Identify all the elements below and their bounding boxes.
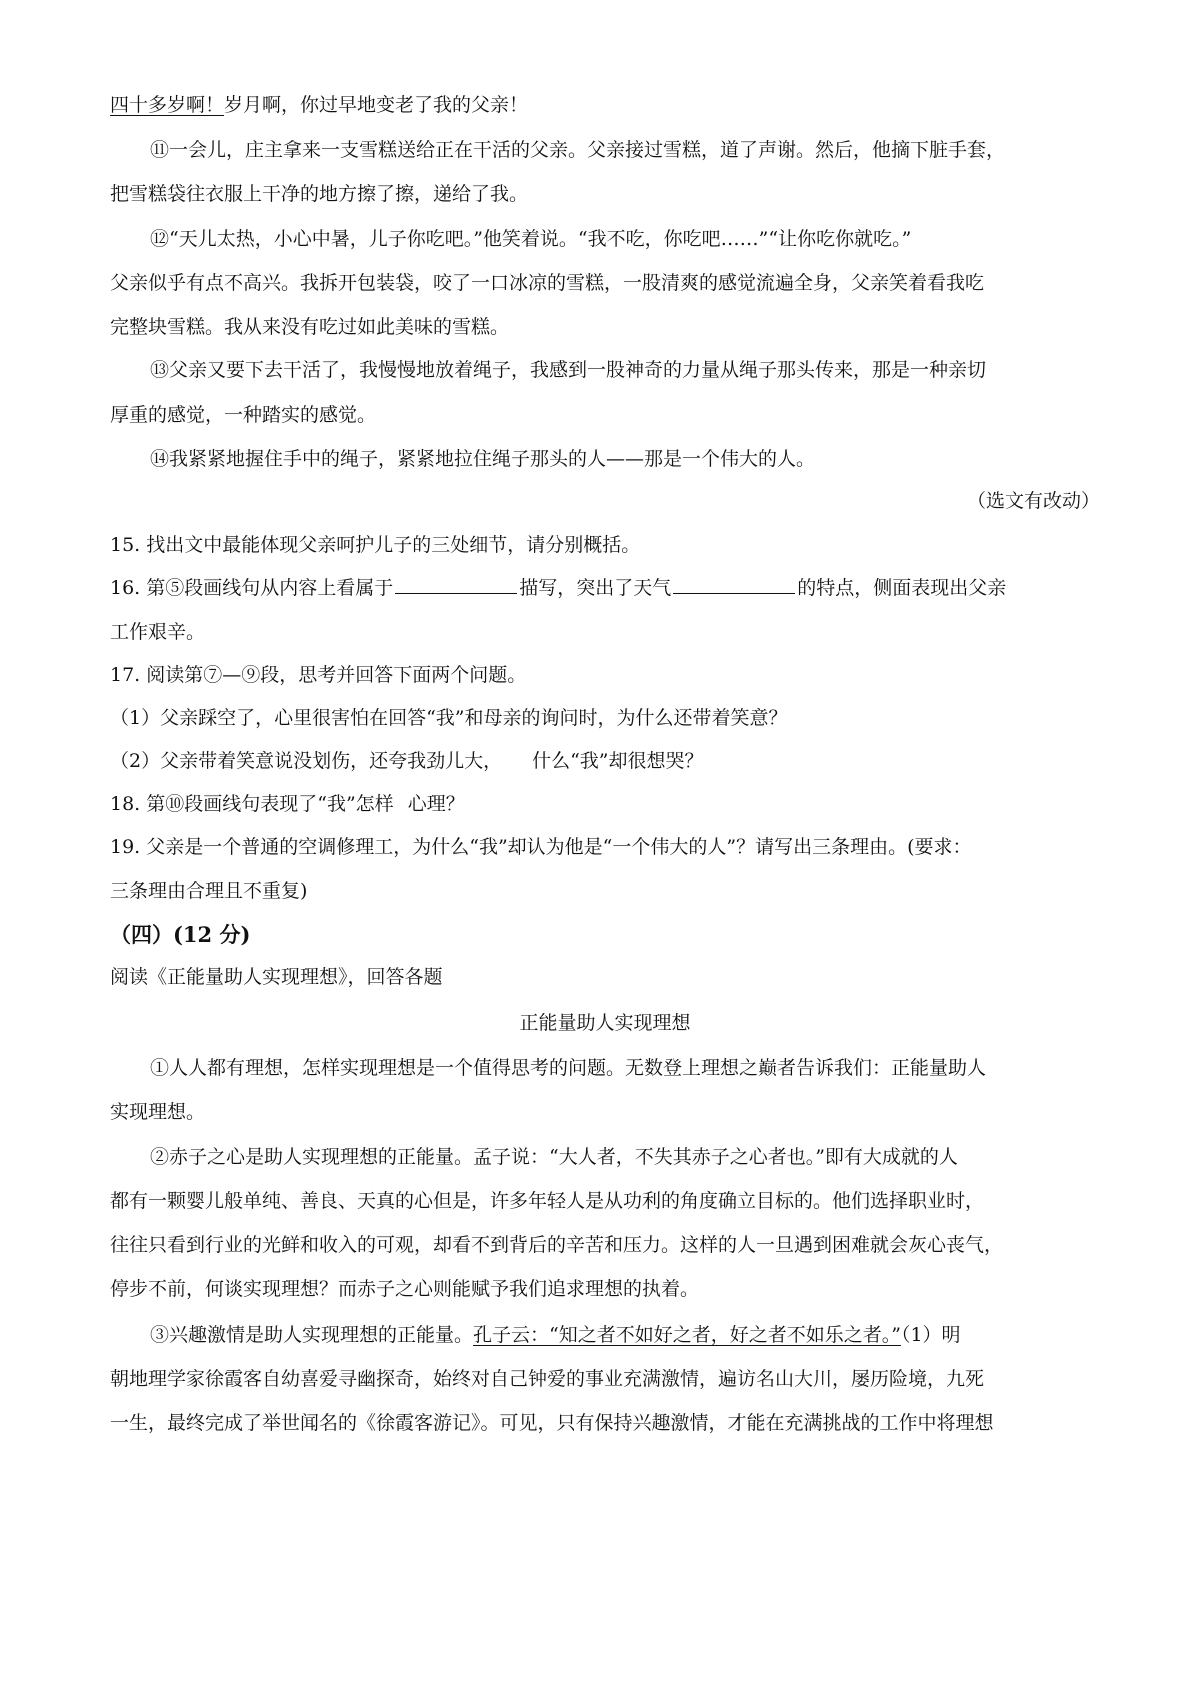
underlined-sentence: 四十多岁啊！	[110, 94, 225, 116]
question-17-part-2-b: 什么“我”却很想哭？	[532, 750, 704, 772]
question-18-b: 心理？	[407, 793, 465, 815]
question-18	[110, 789, 465, 819]
article-p2-line-3: 往往只看到行业的光鲜和收入的可观，却看不到背后的辛苦和压力。这样的人一旦遇到困难就会灰心丧气，	[110, 1234, 1004, 1256]
paragraph-11-line-1: ⑪一会儿，庄主拿来一支雪糕送给正在干活的父亲。父亲接过雪糕，道了声谢。然后，他摘下脏手套，	[150, 139, 1006, 161]
answer-blank	[673, 575, 795, 594]
paragraph-13-line-2: 厚重的感觉，一种踏实的感觉。	[110, 404, 377, 426]
question-17-part-2	[110, 746, 704, 776]
question-16-text-b: 描写，突出了天气	[519, 577, 672, 599]
article-p1-line-1: ①人人都有理想，怎样实现理想是一个值得思考的问题。无数登上理想之巅者告诉我们：正能量助人	[150, 1057, 987, 1079]
question-19-line-1: 19. 父亲是一个普通的空调修理工，为什么“我”却认为他是“一个伟大的人”？请写出三条理由。(要求：	[110, 836, 972, 858]
question-18-a: 18. 第⑩段画线句表现了“我”怎样	[110, 793, 394, 815]
article-p3-marker: （1）明	[900, 1324, 961, 1346]
question-17-part-2-a: （2）父亲带着笑意说没划伤，还夸我劲儿大，	[110, 750, 503, 772]
question-16-text-a: 16. 第⑤段画线句从内容上看属于	[110, 577, 394, 599]
article-p3-line-2: 朝地理学家徐霞客自幼喜爱寻幽探奇，始终对自己钟爱的事业充满激情，遍访名山大川，屡历险境，九死	[110, 1368, 985, 1390]
article-p1-line-2: 实现理想。	[110, 1101, 206, 1123]
underlined-quote: 孔子云：“知之者不如好之者，好之者不如乐之者。”	[473, 1324, 901, 1346]
question-16-text-c: 的特点，侧面表现出父亲	[797, 577, 1007, 599]
paragraph-12-line-3: 完整块雪糕。我从来没有吃过如此美味的雪糕。	[110, 316, 510, 338]
question-15: 15. 找出文中最能体现父亲呵护儿子的三处细节，请分别概括。	[110, 534, 641, 556]
question-17-part-1: （1）父亲踩空了，心里很害怕在回答“我”和母亲的询问时，为什么还带着笑意？	[110, 707, 788, 729]
question-16-line-2: 工作艰辛。	[110, 621, 206, 643]
article-p3-line-1	[150, 1320, 961, 1350]
answer-blank	[395, 575, 517, 594]
question-17: 17. 阅读第⑦—⑨段，思考并回答下面两个问题。	[110, 664, 527, 686]
article-p2-line-4: 停步不前，何谈实现理想？而赤子之心则能赋予我们追求理想的执着。	[110, 1278, 700, 1300]
article-p2-line-1: ②赤子之心是助人实现理想的正能量。孟子说：“大人者，不失其赤子之心者也。”即有大成就的人	[150, 1146, 958, 1168]
paragraph-13-line-1: ⑬父亲又要下去干活了，我慢慢地放着绳子，我感到一股神奇的力量从绳子那头传来，那是一种亲切	[150, 359, 987, 381]
paragraph-12-line-1: ⑫“天儿太热，小心中暑，儿子你吃吧。”他笑着说。“我不吃，你吃吧……”“让你吃你就吃。”	[150, 228, 912, 250]
question-16-line-1	[110, 573, 1006, 603]
article-p2-line-2: 都有一颗婴儿般单纯、善良、天真的心但是，许多年轻人是从功利的角度确立目标的。他们选择职业时，	[110, 1190, 985, 1212]
story-text: 岁月啊，你过早地变老了我的父亲！	[224, 94, 529, 116]
article-p3-line-3: 一生，最终完成了举世闻名的《徐霞客游记》。可见，只有保持兴趣激情，才能在充满挑战的工作中将理想	[110, 1412, 994, 1434]
section-heading: （四）(12 分)	[110, 922, 251, 947]
article-p3-text: ③兴趣激情是助人实现理想的正能量。	[150, 1324, 474, 1346]
question-19-line-2: 三条理由合理且不重复)	[110, 880, 308, 902]
paragraph-11-line-2: 把雪糕袋往衣服上干净的地方擦了擦，递给了我。	[110, 183, 529, 205]
section-instruction: 阅读《正能量助人实现理想》，回答各题	[110, 966, 443, 988]
story-line	[110, 90, 528, 120]
paragraph-14: ⑭我紧紧地握住手中的绳子，紧紧地拉住绳子那头的人——那是一个伟大的人。	[150, 448, 816, 470]
source-note: （选文有改动）	[966, 490, 1100, 512]
article-title: 正能量助人实现理想	[519, 1012, 691, 1034]
paragraph-12-line-2: 父亲似乎有点不高兴。我拆开包装袋，咬了一口冰凉的雪糕，一股清爽的感觉流遍全身，父亲笑着看我吃	[110, 272, 985, 294]
